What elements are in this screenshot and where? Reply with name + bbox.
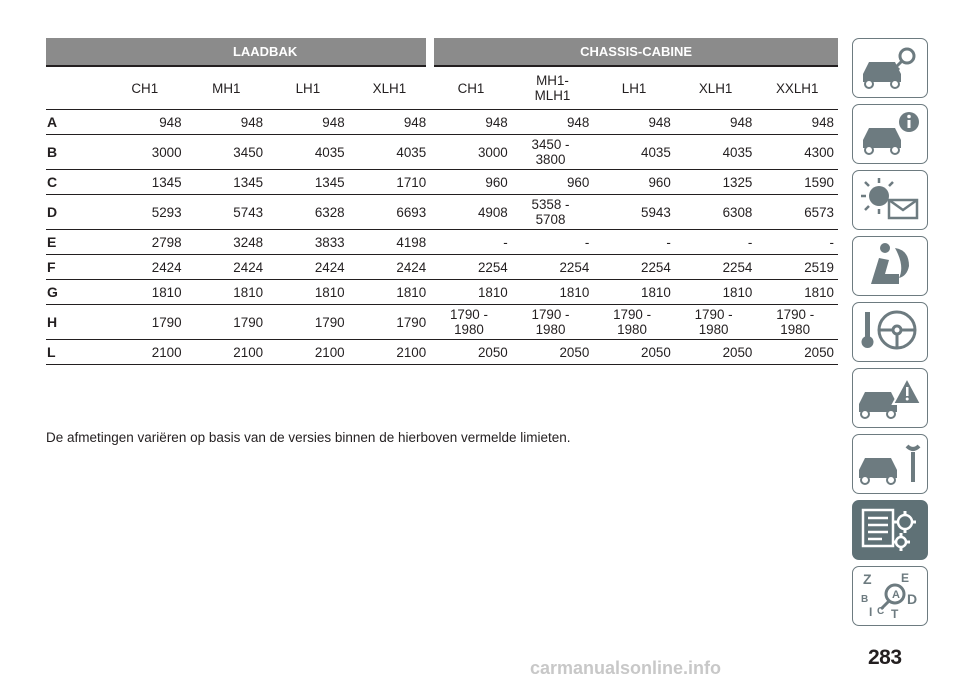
warning-light-mail-icon (855, 172, 925, 229)
table-cell: 4035 (593, 135, 675, 170)
svg-text:I: I (869, 604, 873, 619)
table-cell: - (512, 230, 594, 255)
chapter-tab[interactable] (852, 38, 928, 98)
table-cell: 5358 - 5708 (512, 195, 594, 230)
chapter-tab[interactable] (852, 104, 928, 164)
car-key-icon (855, 40, 925, 97)
group-header-laadbak: LAADBAK (104, 38, 430, 66)
chapter-tab[interactable] (852, 566, 928, 626)
table-cell: 948 (104, 110, 186, 135)
table-cell: 948 (675, 110, 757, 135)
table-cell: 960 (430, 170, 512, 195)
table-cell: 1810 (349, 280, 431, 305)
row-label: E (46, 230, 104, 255)
table-cell: 2519 (756, 255, 838, 280)
table-cell: 2050 (512, 340, 594, 365)
list-gears-icon (855, 502, 925, 559)
table-cell: 3833 (267, 230, 349, 255)
table-body (46, 110, 838, 365)
group-header-chassis-cabine: CHASSIS-CABINE (430, 38, 838, 66)
row-label: F (46, 255, 104, 280)
group-corner-cell (46, 38, 104, 66)
table-cell: 1790 - 1980 (593, 305, 675, 340)
svg-text:C: C (877, 605, 885, 617)
row-label: G (46, 280, 104, 305)
row-label: H (46, 305, 104, 340)
table-cell: 1345 (267, 170, 349, 195)
column-header: LH1 (593, 66, 675, 110)
column-header: CH1 (430, 66, 512, 110)
table-cell: 3000 (104, 135, 186, 170)
table-cell: 3248 (186, 230, 268, 255)
table-cell: 960 (512, 170, 594, 195)
table-cell: 948 (186, 110, 268, 135)
table-cell: 4035 (267, 135, 349, 170)
table-cell: 1810 (104, 280, 186, 305)
car-wrench-icon (855, 436, 925, 493)
column-header: CH1 (104, 66, 186, 110)
table-cell: 2100 (349, 340, 431, 365)
table-cell: 1790 - 1980 (512, 305, 594, 340)
table-row (46, 135, 838, 170)
table-cell: 1810 (593, 280, 675, 305)
row-label: C (46, 170, 104, 195)
dimensions-table-container (46, 38, 838, 365)
column-header: XLH1 (349, 66, 431, 110)
table-cell: 4198 (349, 230, 431, 255)
table-cell: 1590 (756, 170, 838, 195)
table-cell: 1790 (186, 305, 268, 340)
chapter-sidebar (852, 38, 930, 632)
table-cell: 1710 (349, 170, 431, 195)
table-cell: 1790 - 1980 (675, 305, 757, 340)
alphabet-search-icon (855, 568, 925, 625)
column-header: LH1 (267, 66, 349, 110)
column-header: XXLH1 (756, 66, 838, 110)
table-cell: 1345 (186, 170, 268, 195)
table-cell: 2424 (186, 255, 268, 280)
table-cell: 948 (593, 110, 675, 135)
svg-text:E: E (901, 570, 910, 585)
car-hazard-icon (855, 370, 925, 427)
table-cell: 1790 (267, 305, 349, 340)
table-cell: 1810 (512, 280, 594, 305)
svg-text:T: T (891, 606, 899, 620)
table-cell: 2254 (593, 255, 675, 280)
chapter-tab[interactable] (852, 500, 928, 560)
table-cell: 1790 - 1980 (756, 305, 838, 340)
table-cell: 5293 (104, 195, 186, 230)
table-cell: 960 (593, 170, 675, 195)
table-cell: 1790 - 1980 (430, 305, 512, 340)
row-label: D (46, 195, 104, 230)
svg-text:D: D (907, 590, 918, 607)
table-cell: 1810 (675, 280, 757, 305)
table-cell: 6328 (267, 195, 349, 230)
table-row (46, 110, 838, 135)
table-cell: 5943 (593, 195, 675, 230)
table-cell: 5743 (186, 195, 268, 230)
table-cell: 6573 (756, 195, 838, 230)
table-cell: 3450 - 3800 (512, 135, 594, 170)
row-label: L (46, 340, 104, 365)
table-cell: 2254 (512, 255, 594, 280)
table-row (46, 340, 838, 365)
table-cell: 4300 (756, 135, 838, 170)
table-row (46, 280, 838, 305)
table-cell: 2050 (675, 340, 757, 365)
svg-text:B: B (861, 593, 869, 605)
table-cell: 6308 (675, 195, 757, 230)
table-cell: 2424 (104, 255, 186, 280)
table-cell: 2100 (104, 340, 186, 365)
table-row (46, 255, 838, 280)
column-header: MH1 (186, 66, 268, 110)
table-row (46, 195, 838, 230)
row-label: A (46, 110, 104, 135)
table-cell: 1790 (104, 305, 186, 340)
table-cell: 1345 (104, 170, 186, 195)
table-cell: 4035 (675, 135, 757, 170)
chapter-tab[interactable] (852, 368, 928, 428)
car-info-icon (855, 106, 925, 163)
table-row (46, 305, 838, 340)
chapter-tab[interactable] (852, 434, 928, 494)
table-cell: - (675, 230, 757, 255)
table-cell: 948 (430, 110, 512, 135)
table-cell: 2424 (267, 255, 349, 280)
table-cell: 1810 (756, 280, 838, 305)
column-header: MH1- MLH1 (512, 66, 594, 110)
svg-text:Z: Z (863, 570, 872, 587)
table-cell: 948 (756, 110, 838, 135)
airbag-seat-icon (855, 238, 925, 295)
table-cell: 2254 (675, 255, 757, 280)
table-cell: - (593, 230, 675, 255)
table-cell: 2254 (430, 255, 512, 280)
table-cell: 1810 (267, 280, 349, 305)
group-header-row (46, 38, 838, 66)
column-header: XLH1 (675, 66, 757, 110)
watermark: carmanualsonline.info (530, 658, 722, 678)
table-cell: 948 (267, 110, 349, 135)
table-cell: 2050 (593, 340, 675, 365)
table-cell: 1790 (349, 305, 431, 340)
chapter-tab[interactable] (852, 170, 928, 230)
table-cell: 948 (512, 110, 594, 135)
svg-text:A: A (892, 588, 900, 601)
row-label: B (46, 135, 104, 170)
table-cell: - (756, 230, 838, 255)
table-cell: 2100 (186, 340, 268, 365)
table-cell: 1810 (430, 280, 512, 305)
table-cell: 4035 (349, 135, 431, 170)
table-cell: 2100 (267, 340, 349, 365)
column-header-row (46, 66, 838, 110)
table-cell: 1810 (186, 280, 268, 305)
table-cell: 4908 (430, 195, 512, 230)
table-cell: 3000 (430, 135, 512, 170)
dimensions-table (46, 38, 838, 365)
table-cell: 3450 (186, 135, 268, 170)
table-cell: 1325 (675, 170, 757, 195)
chapter-tab[interactable] (852, 302, 928, 362)
page-number: 283 (868, 646, 902, 669)
table-cell: 948 (349, 110, 431, 135)
table-cell: - (430, 230, 512, 255)
chapter-tab[interactable] (852, 236, 928, 296)
table-row (46, 230, 838, 255)
steering-wheel-key-icon (855, 304, 925, 361)
column-header-empty (46, 66, 104, 110)
table-row (46, 170, 838, 195)
table-cell: 2050 (756, 340, 838, 365)
table-cell: 2798 (104, 230, 186, 255)
footnote: De afmetingen variëren op basis van de versies binnen de hierboven vermelde limieten. (46, 430, 571, 445)
table-cell: 2050 (430, 340, 512, 365)
table-cell: 6693 (349, 195, 431, 230)
table-cell: 2424 (349, 255, 431, 280)
